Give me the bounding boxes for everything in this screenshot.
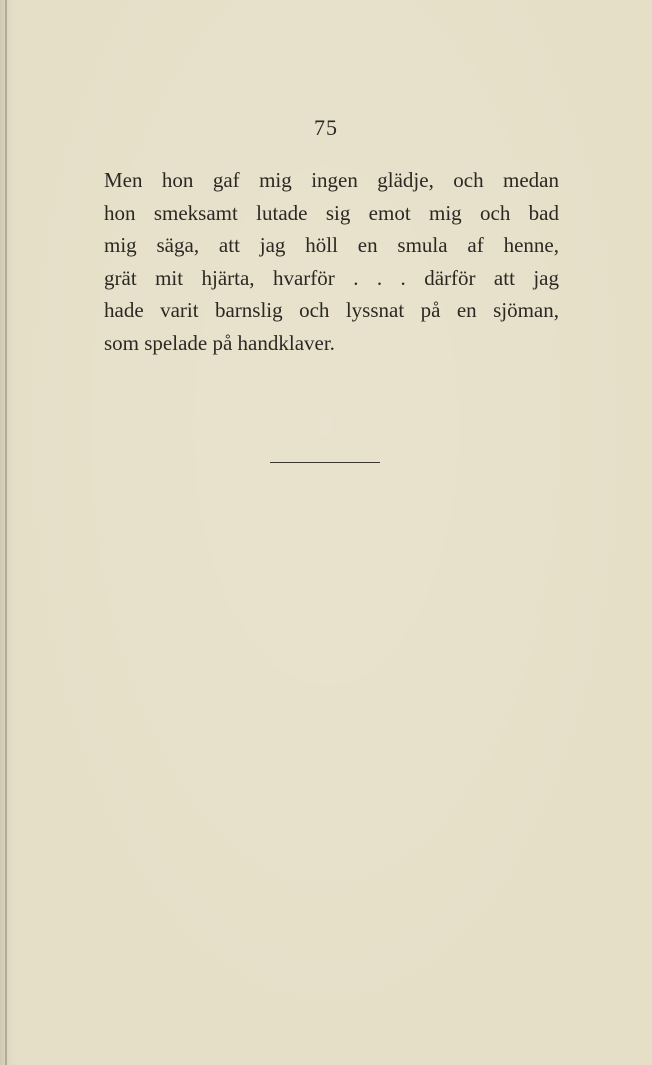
paragraph-line: mig säga, att jag höll en smula af henne, — [104, 233, 559, 257]
body-paragraph — [104, 164, 559, 359]
paragraph-line: grät mit hjärta, hvarför . . . därför att jag — [104, 265, 559, 290]
page-number: 75 — [314, 115, 338, 140]
paragraph-line: hon smeksamt lutade sig emot mig och bad — [104, 200, 559, 225]
section-end-rule — [270, 462, 380, 463]
paragraph-line: Men hon gaf mig ingen glädje, och medan — [104, 168, 559, 192]
paragraph-line: hade varit barnslig och lyssnat på en sjöman, — [104, 298, 559, 322]
binding-edge — [5, 0, 7, 1065]
paragraph-line: som spelade på handklaver. — [104, 330, 335, 355]
